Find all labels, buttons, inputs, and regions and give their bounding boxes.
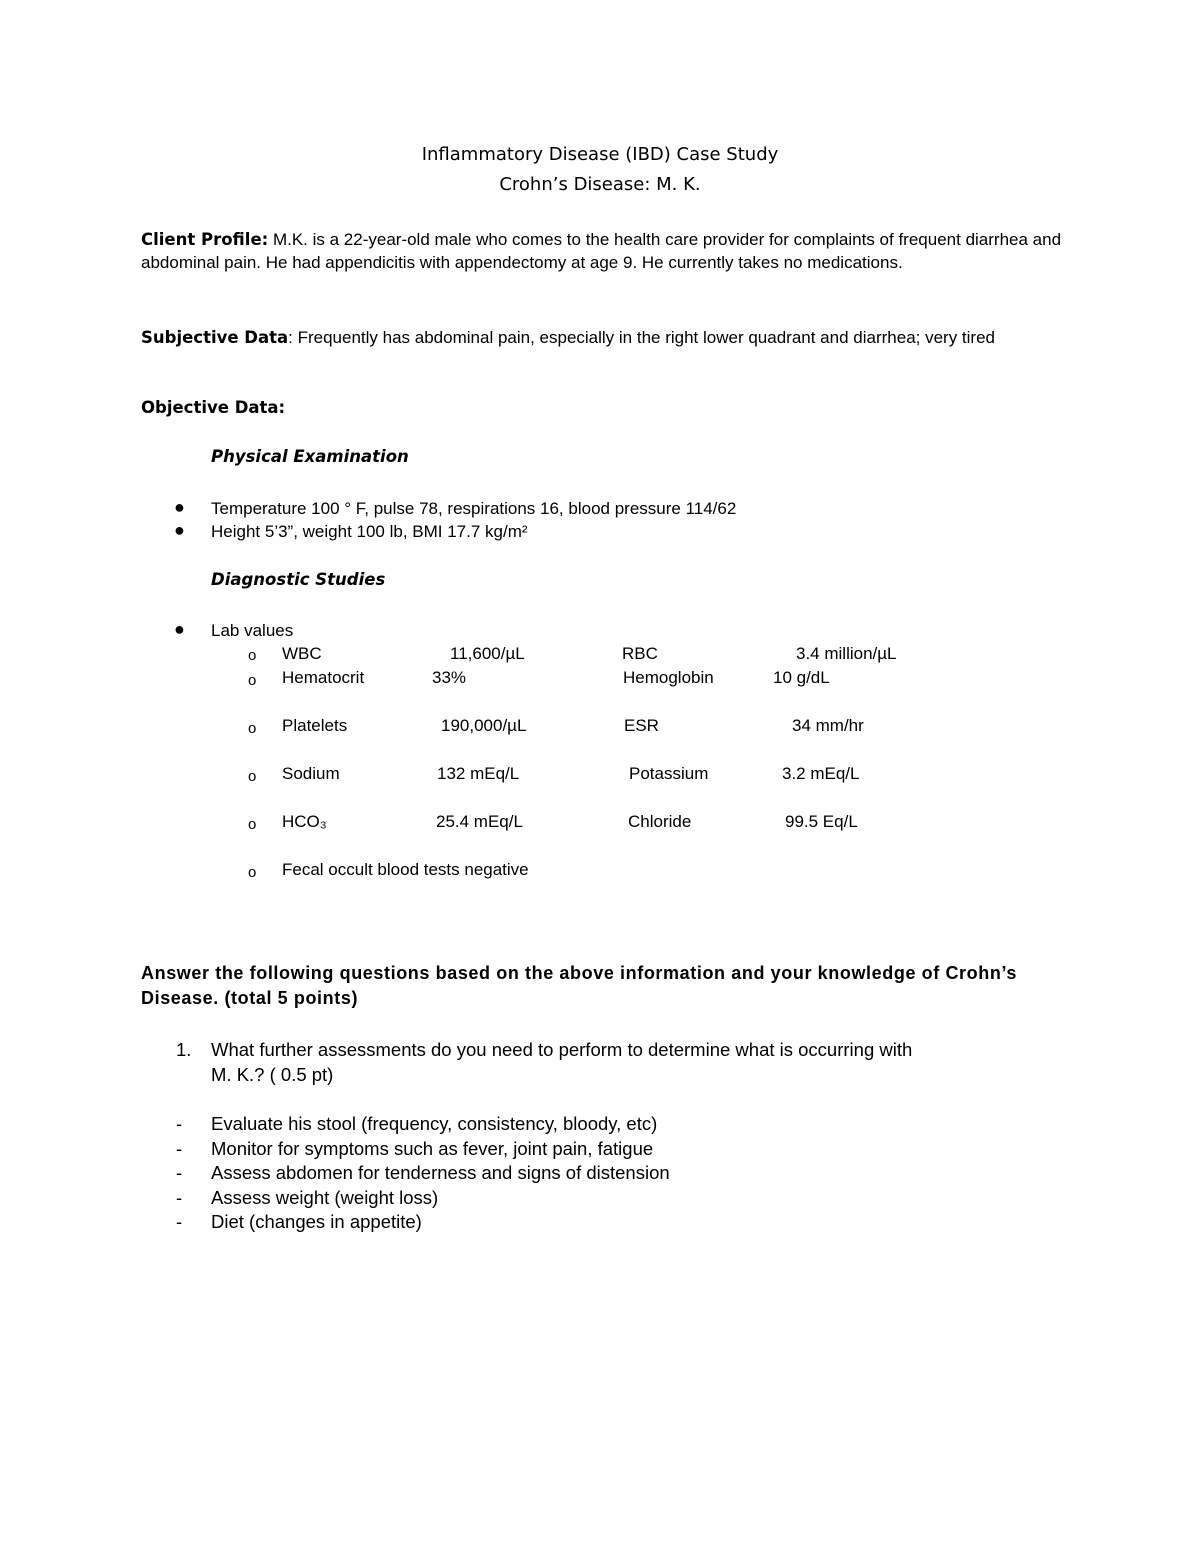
dash-icon: - (176, 1187, 183, 1208)
sub-bullet-icon: o (248, 672, 257, 689)
fecal-occult-item: Fecal occult blood tests negative (282, 860, 529, 879)
lab-name: ESR (624, 716, 659, 735)
dash-icon: - (176, 1138, 183, 1159)
answer-item: Monitor for symptoms such as fever, joint pain, fatigue (211, 1138, 654, 1159)
lab-value: 34 mm/hr (792, 716, 864, 735)
question-number: 1. (176, 1039, 192, 1060)
diagnostic-studies-heading: Diagnostic Studies (211, 570, 386, 589)
answer-item: Assess weight (weight loss) (211, 1187, 439, 1208)
dash-icon: - (176, 1162, 183, 1183)
lab-value: 99.5 Eq/L (785, 812, 858, 831)
lab-value: 132 mEq/L (437, 764, 520, 783)
lab-name: Platelets (282, 716, 348, 735)
dash-icon: - (176, 1113, 183, 1134)
lab-name: Sodium (282, 764, 340, 783)
client-profile-paragraph (141, 228, 1071, 274)
lab-name: Hematocrit (282, 668, 365, 687)
subjective-data-label: Subjective Data (141, 328, 289, 347)
client-profile-label: Client Profile: (141, 230, 269, 249)
lab-name: Potassium (629, 764, 709, 783)
answer-item: Diet (changes in appetite) (211, 1211, 422, 1232)
subjective-data-text: : Frequently has abdominal pain, especially in the right lower quadrant and diarrhea; very tired (288, 328, 996, 347)
sub-bullet-icon: o (248, 720, 257, 737)
lab-name: RBC (622, 644, 658, 663)
lab-value: 10 g/dL (773, 668, 830, 687)
client-profile-text: M.K. is a 22-year-old male who comes to the health care provider for complaints of frequent diarrhea and abdominal pain. He had appendicitis with appendectomy at age 9. He currently takes no medications. (141, 230, 1062, 272)
physical-exam-heading: Physical Examination (211, 447, 409, 466)
question-text-continued: M. K.? ( 0.5 pt) (211, 1064, 334, 1085)
lab-name: Chloride (628, 812, 692, 831)
lab-name: Hemoglobin (623, 668, 714, 687)
lab-values-item: Lab values (211, 621, 294, 640)
lab-value: 11,600/µL (450, 644, 525, 663)
answer-item: Evaluate his stool (frequency, consistency, bloody, etc) (211, 1113, 658, 1134)
objective-data-label: Objective Data: (141, 398, 286, 417)
lab-value: 190,000/µL (441, 716, 527, 735)
bullet-icon: ● (174, 619, 185, 639)
sub-bullet-icon: o (248, 864, 257, 881)
measurements-item: Height 5’3”, weight 100 lb, BMI 17.7 kg/m² (211, 522, 528, 541)
lab-value: 3.4 million/µL (796, 644, 897, 663)
lab-value: 3.2 mEq/L (782, 764, 860, 783)
bullet-icon: ● (174, 497, 185, 517)
lab-name: WBC (282, 644, 322, 663)
lab-value: 25.4 mEq/L (436, 812, 523, 831)
question-text: What further assessments do you need to perform to determine what is occurring with (211, 1039, 913, 1060)
vitals-item: Temperature 100 ° F, pulse 78, respirations 16, blood pressure 114/62 (211, 499, 737, 518)
dash-icon: - (176, 1211, 183, 1232)
subjective-data-paragraph (141, 326, 1071, 349)
bullet-icon: ● (174, 520, 185, 540)
lab-name: HCO₃ (282, 812, 327, 831)
sub-bullet-icon: o (248, 816, 257, 833)
sub-bullet-icon: o (248, 768, 257, 785)
answer-item: Assess abdomen for tenderness and signs of distension (211, 1162, 670, 1183)
sub-bullet-icon: o (248, 647, 257, 664)
document-title: Inflammatory Disease (IBD) Case Study (421, 144, 779, 165)
questions-heading: Answer the following questions based on the above information and your knowledge of Crohn’s Disease. (total 5 points) (141, 963, 1017, 1008)
lab-value: 33% (432, 668, 467, 687)
document-subtitle: Crohn’s Disease: M. K. (499, 174, 701, 195)
